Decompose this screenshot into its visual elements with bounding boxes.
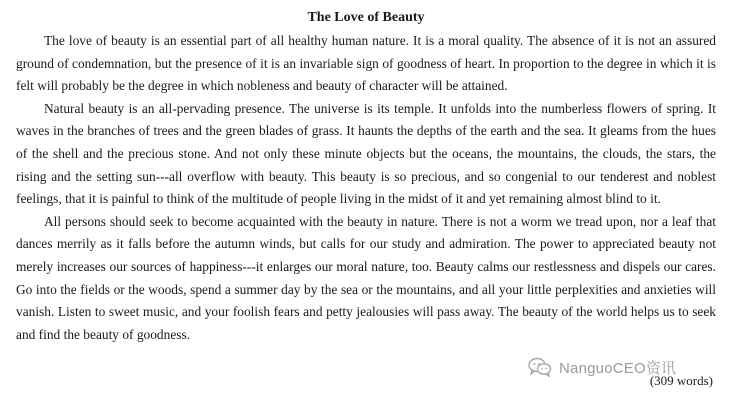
paragraph-1: The love of beauty is an essential part of all healthy human nature. It is a moral quality. The absence of it is not an assured ground of condemnation, but the presence of it is an invariable sign of goodness of heart. In proportion to the degree in which it is felt will probably be the degree in which nobleness and beauty of character will be attained. xyxy=(16,33,716,94)
word-count: (309 words) xyxy=(649,373,713,388)
document-title: The Love of Beauty xyxy=(307,10,425,25)
paragraph-3: All persons should seek to become acquainted with the beauty in nature. There is not a worm we tread upon, nor a leaf that dances merrily as it falls before the autumn winds, but calls for our study and admiration. The power to appreciated beauty not merely increases our sources of happiness---it enlarges our moral nature, too. Beauty calms our restlessness and dispels our cares. Go into the fields or the woods, spend a summer day by the sea or the mountains, and all your little perplexities and anxieties will vanish. Listen to sweet music, and your foolish fears and petty jealousies will pass away. The beauty of the world helps us to seek and find the beauty of goodness. xyxy=(16,213,716,342)
wechat-icon xyxy=(528,357,552,377)
watermark-text: NanguoCEO资讯 xyxy=(559,359,677,377)
paragraph-2: Natural beauty is an all-pervading presence. The universe is its temple. It unfolds into the numberless flowers of spring. It waves in the branches of trees and the green blades of grass. It haunts the depths of the earth and the sea. It gleams from the hues of the shell and the precious stone. And not only these minute objects but the oceans, the mountains, the clouds, the stars, the rising and the setting sun---all overflow with beauty. This beauty is so precious, and so congenial to our tenderest and noblest feelings, that it is painful to think of the multitude of people living in the midst of it and yet remaining almost blind to it. xyxy=(16,100,716,207)
document xyxy=(16,7,716,346)
